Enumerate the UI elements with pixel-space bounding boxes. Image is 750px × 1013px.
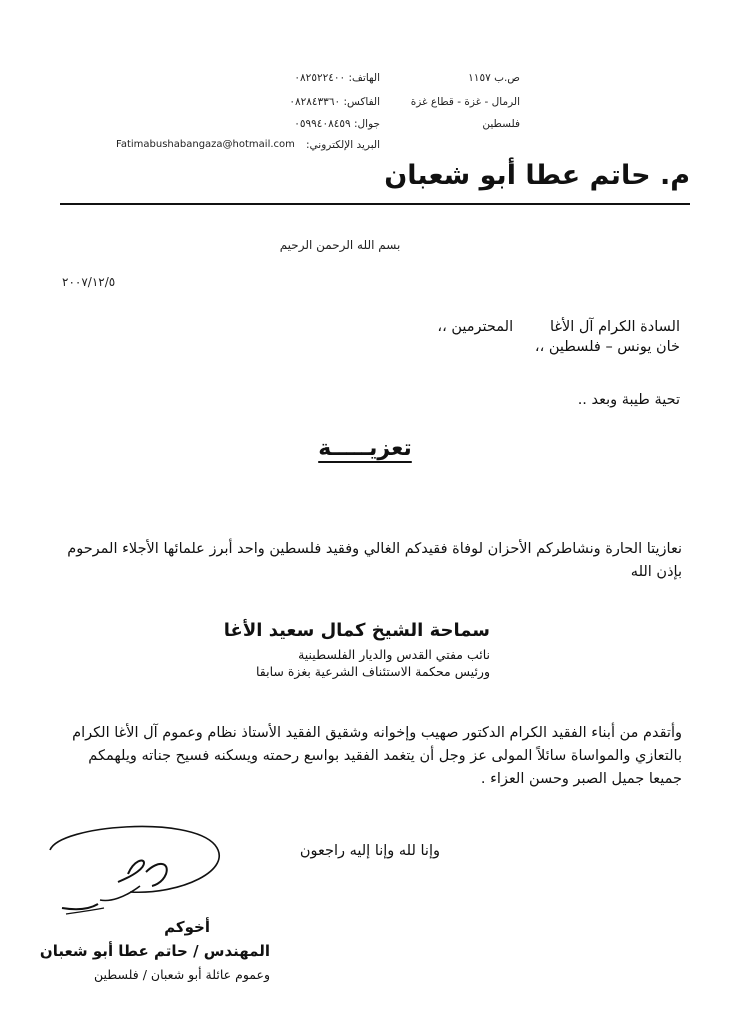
signature-family: وعموم عائلة أبو شعبان / فلسطين	[93, 967, 270, 982]
sheikh-title-1: نائب مفتي القدس والديار الفلسطينية	[298, 647, 490, 662]
quran-verse: وإنا لله وإنا إليه راجعون	[299, 843, 440, 859]
greeting: تحية طيبة وبعد ..	[577, 392, 680, 408]
sender-name: م. حاتم عطا أبو شعبان	[384, 160, 690, 191]
condolence-paragraph: نعازيتا الحارة ونشاطركم الأحزان لوفاة فقيدكم الغالي وفقيد فلسطين واحد أبرز علمائها الأجلاء المرحوم بإذن الله	[67, 541, 682, 580]
letter-date: ٢٠٠٧/١٢/٥	[62, 275, 116, 289]
letterhead-divider	[60, 203, 690, 205]
recipient-line-1: السادة الكرام آل الأغا المحترمين ،،	[437, 319, 680, 335]
letterhead-email-label: البريد الإلكتروني:	[306, 139, 380, 151]
signature-drawing	[40, 820, 240, 920]
recipient-line-2: خان يونس – فلسطين ،،	[534, 339, 680, 355]
letterhead-address: الرمال - غزة - قطاع غزة	[410, 96, 520, 108]
signature-name: المهندس / حاتم عطا أبو شعبان	[39, 942, 270, 960]
sheikh-title-2: ورئيس محكمة الاستئناف الشرعية بغزة سابقا	[256, 664, 490, 679]
letterhead-phone: الهاتف: ٠٨٢٥٢٢٤٠٠	[294, 72, 380, 84]
closing: أخوكم	[164, 918, 210, 936]
letterhead-email[interactable]: Fatimabushabangaza@hotmail.com	[116, 139, 295, 150]
letterhead-po-box: ص.ب ١١٥٧	[468, 72, 520, 84]
letterhead-country: فلسطين	[482, 118, 520, 130]
letterhead-fax: الفاكس: ٠٨٢٨٤٣٣٦٠	[289, 96, 380, 108]
letterhead-mobile: جوال: ٠٥٩٩٤٠٨٤٥٩	[294, 118, 380, 130]
basmala: بسم الله الرحمن الرحيم	[279, 238, 401, 252]
letter-title: تعزيـــــة	[318, 436, 412, 461]
sheikh-name: سماحة الشيخ كمال سعيد الأغا	[223, 620, 490, 641]
family-paragraph: وأتقدم من أبناء الفقيد الكرام الدكتور صهيب وإخوانه وشقيق الفقيد الأستاذ نظام وعموم آل الأغا الكرام بالتعازي والمواساة سائلاً المولى عز وجل أن يتغمد الفقيد بواسع رحمته ويسكنه فسيح جناته ويلهمكم جميعا جميل الصبر وحسن العزاء .	[72, 725, 682, 787]
